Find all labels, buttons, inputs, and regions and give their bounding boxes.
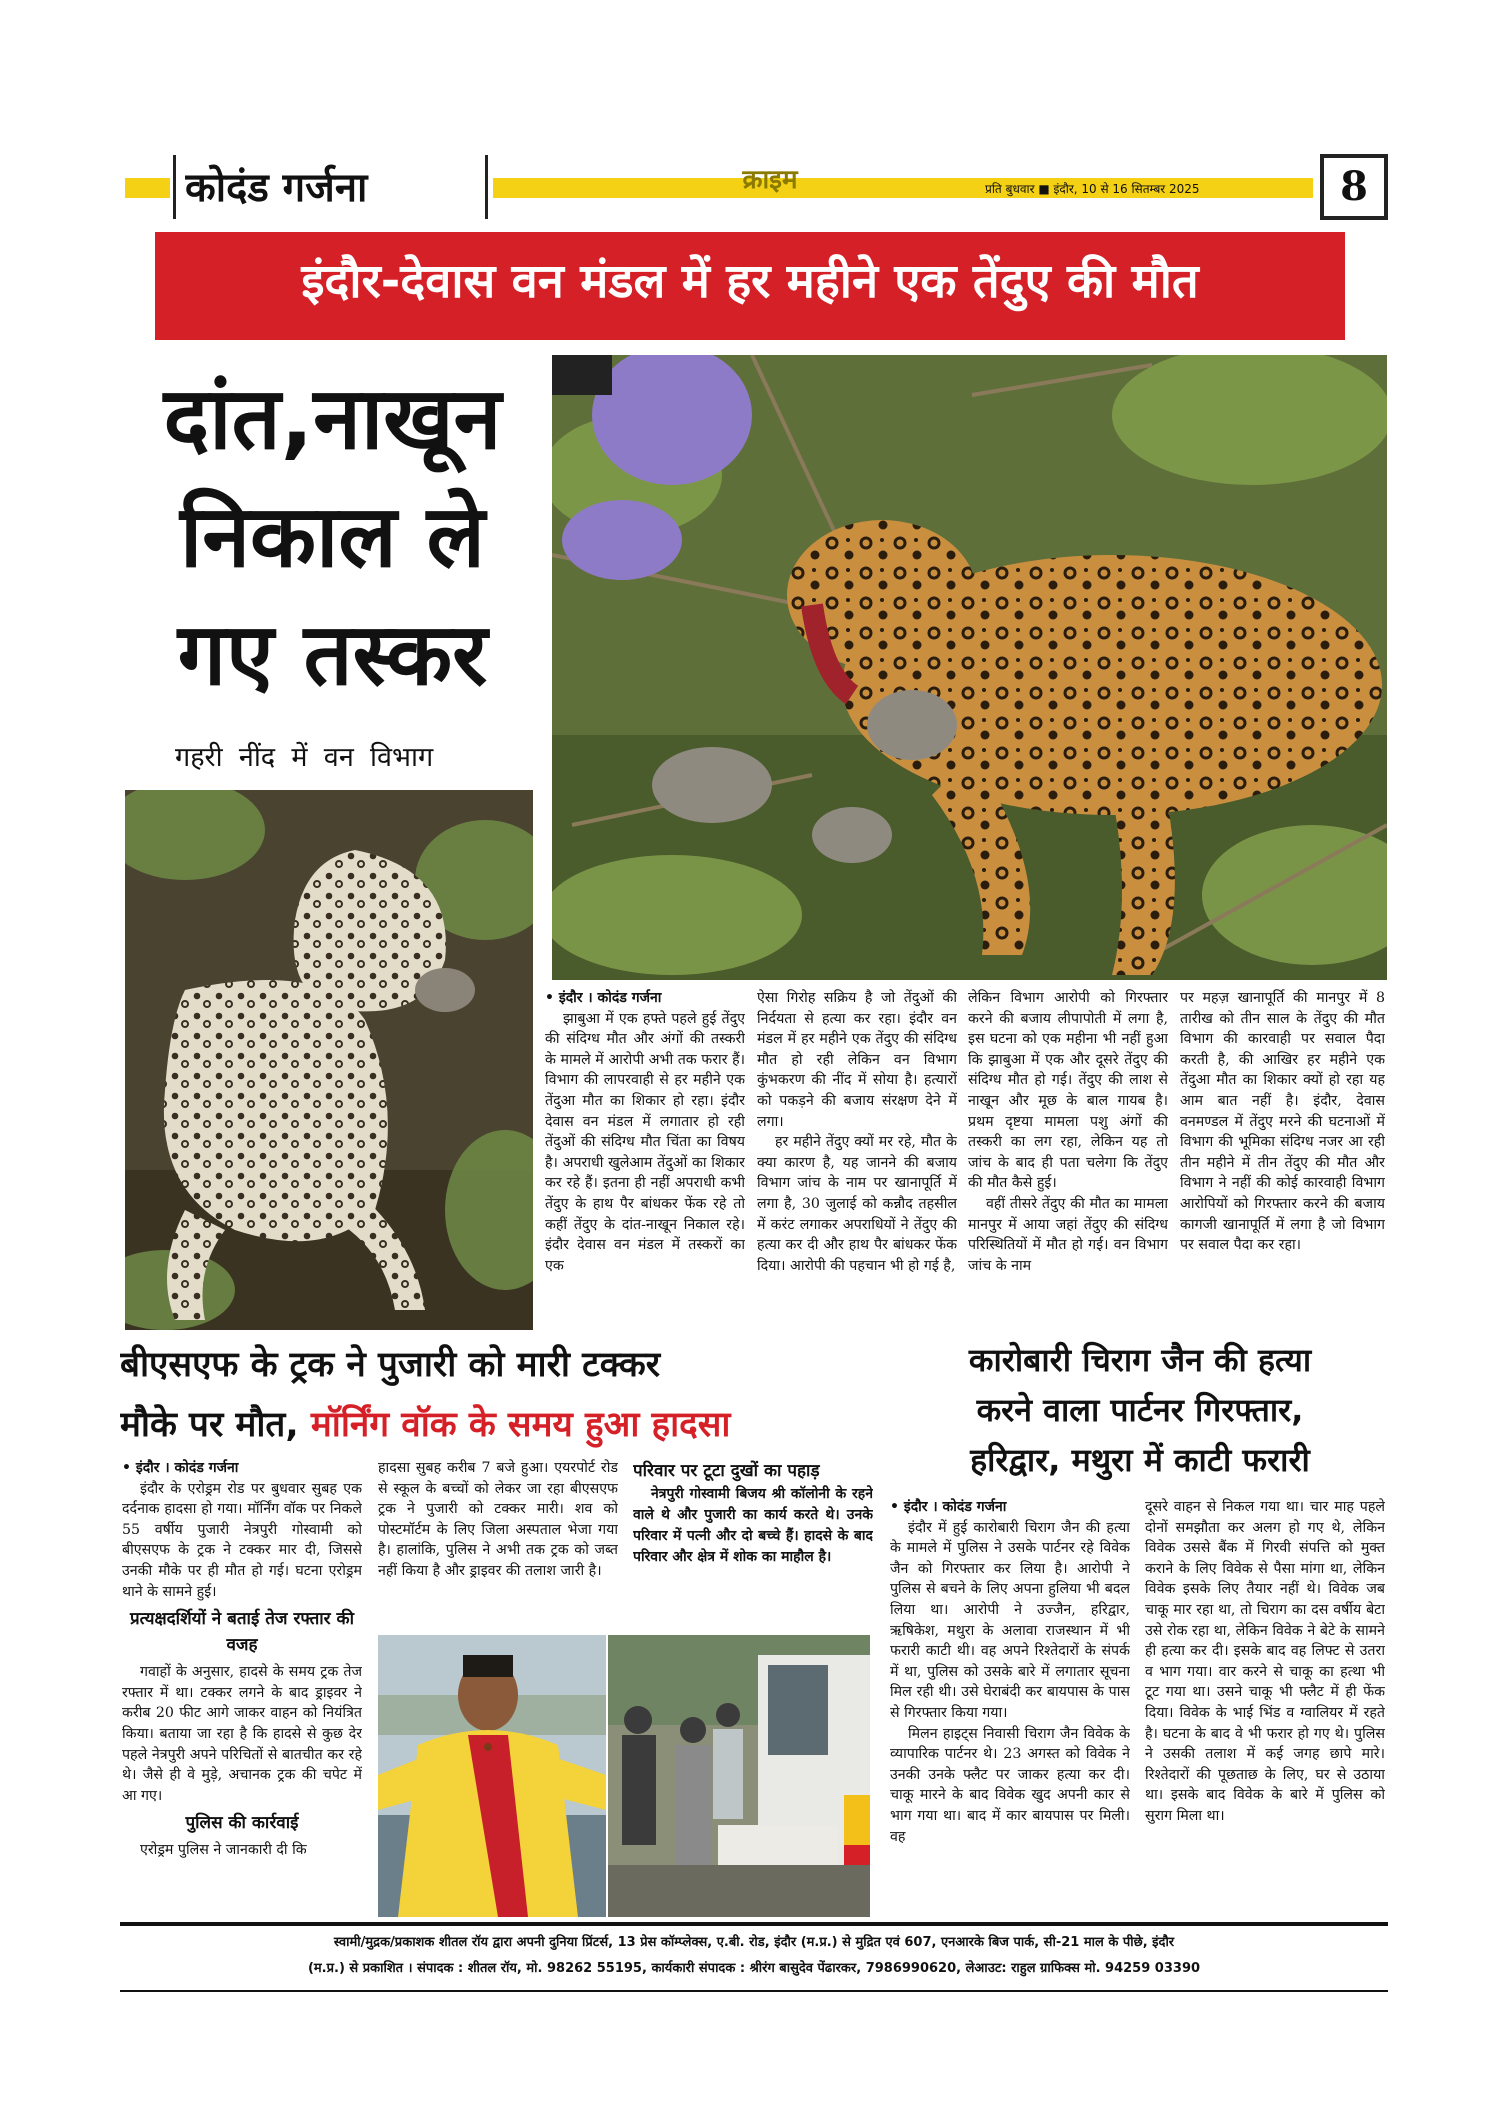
masthead-logo bbox=[185, 160, 480, 216]
story3-headline-line-2: करने वाला पार्टनर गिरफ्तार, bbox=[976, 1391, 1304, 1429]
story2-subhead-1: प्रत्यक्षदर्शियों ने बताई तेज रफ्तार की वजह bbox=[129, 1609, 354, 1656]
lead-headline-line-3: गए तस्कर bbox=[177, 605, 488, 705]
story3-dateline: • इंदौर । कोदंड गर्जना bbox=[890, 1499, 1007, 1515]
masthead-divider-right bbox=[485, 155, 488, 219]
lead-subheadline: गहरी नींद में वन विभाग bbox=[175, 742, 434, 773]
story2-col-1-p3: एरोड्रम पुलिस ने जानकारी दी कि bbox=[140, 1842, 307, 1859]
footer-rule-bottom bbox=[120, 1990, 1388, 1992]
lead-headline bbox=[120, 360, 545, 730]
story3-col-1-p2: मिलन हाइट्स निवासी चिराग जैन विवेक के व्यापारिक पार्टनर थे। 23 अगस्त को विवेक ने उनकी उनके फ्लैट पर जाकर हत्या कर दी। चाकू मारने के बाद विवेक खुद अपनी कार से भाग गया था। बाद में कार बायपास पर मिली। वह bbox=[890, 1725, 1130, 1845]
story2-headline-line-2 bbox=[120, 1395, 890, 1455]
story2-col-1 bbox=[122, 1458, 362, 1918]
story2-headline-black: मौके पर मौत, bbox=[120, 1405, 299, 1445]
leopard-photo-side bbox=[125, 790, 533, 1330]
story2-col-3 bbox=[633, 1458, 873, 1628]
imprint-footer bbox=[120, 1930, 1388, 1986]
story2-dateline: • इंदौर । कोदंड गर्जना bbox=[122, 1460, 239, 1476]
story3-col-2-text: दूसरे वाहन से निकल गया था। चार माह पहले दोनों समझौता कर अलग हो गए थे, लेकिन विवेक उससे बैंक में गिरवी संपत्ति को मुक्त कराने के लिए विवेक से पैसा मांगा था, लेकिन विवेक इसके लिए तैयार नहीं थे। विवेक जब चाकू मार रहा था, तो चिराग का दस वर्षीय बेटा उसे रोक रहा था, लेकिन विवेक ने बेटे के सामने ही हत्या कर दी। इसके बाद वह लिफ्ट से उतरा व भाग गया। वार करने से चाकू का हत्था भी टूट गया था। उसने चाकू भी फ्लैट में ही फेंक दिया। विवेक के भाई भिंड व ग्वालियर में रहते है। घटना के बाद वे भी फरार हो गए थे। पुलिस ने उसकी तलाश में कई जगह छापे मारे। रिश्तेदारों की पूछताछ के लिए, घर से उठाया था। इसके बाद विवेक के बारे में पुलिस को सुराग मिला था। bbox=[1145, 1499, 1385, 1824]
lead-story-col-4 bbox=[1180, 988, 1385, 1328]
lead-col-3a-text: लेकिन विभाग आरोपी को गिरफ्तार करने की बजाय लीपापोती में लगा है, इस घटना को एक महीना भी नहीं हुआ कि झाबुआ में एक और दूसरे तेंदुए की संदिग्ध मौत हो गई। तेंदुए की लाश से नाखून और मूछ के बाल गायब है। प्रथम दृष्टया मामला पशु अंगों की तस्करी का लग रहा, लेकिन यह तो जांच के बाद ही पता चलेगा कि तेंदुए की मौत कैसे हुई। bbox=[968, 990, 1168, 1192]
story2-headline-red: मॉर्निंग वॉक के समय हुआ हादसा bbox=[310, 1405, 731, 1445]
masthead-yellow-band-left bbox=[125, 178, 170, 198]
story2-col-3-text: नेत्रपुरी गोस्वामी बिजय श्री कॉलोनी के रहने वाले थे और पुजारी का कार्य करते थे। उनके परिवार में पत्नी और दो बच्चे हैं। हादसे के बाद परिवार और क्षेत्र में शोक का माहौल है। bbox=[633, 1486, 873, 1565]
lead-headline-line-1: दांत,नाखून bbox=[163, 369, 502, 469]
lead-col-4-text: पर महज़ खानापूर्ति की मानपुर में 8 तारीख को तीन साल के तेंदुए की मौत विभाग की कारवाही पर सवाल पैदा करती है, की आखिर हर महीने एक तेंदुआ मौत का शिकार क्यों हो रहा यह आम बात नहीं है। इंदौर, देवास वनमण्डल में तेंदुए मरने की घटनाओं में विभाग की भूमिका संदिग्ध नजर आ रही तीन महीने में तीन तेंदुए की मौत और विभाग ने नहीं की कोई कारवाही विभाग आरोपियों को गिरफ्तार करने की बजाय कागजी खानापूर्ति में लगा है जो विभाग पर सवाल पैदा कर रहा। bbox=[1180, 990, 1385, 1254]
story3-headline-line-3: हरिद्वार, मथुरा में काटी फरारी bbox=[970, 1441, 1310, 1479]
lead-headline-line-2: निकाल ले bbox=[180, 487, 485, 587]
banner-text: इंदौर-देवास वन मंडल में हर महीने एक तेंदुए की मौत bbox=[301, 254, 1199, 309]
story2-headline-line-1: बीएसएफ के ट्रक ने पुजारी को मारी टक्कर bbox=[120, 1345, 661, 1385]
priest-photo bbox=[378, 1635, 606, 1917]
story3-col-1 bbox=[890, 1497, 1130, 1917]
page-number-box bbox=[1320, 154, 1388, 220]
logo-text: कोदंड गर्जना bbox=[185, 165, 368, 211]
story2-col-1-p2: गवाहों के अनुसार, हादसे के समय ट्रक तेज रफ्तार में था। टक्कर लगने के बाद ड्राइवर ने करीब 20 फीट आगे जाकर वाहन को नियंत्रित किया। बताया जा रहा है कि हादसे से कुछ देर पहले नेत्रपुरी अपने परिचितों से बातचीत कर रहे थे। जैसे ही वे मुड़े, अचानक ट्रक की चपेट में आ गए। bbox=[122, 1664, 362, 1804]
lead-col-3b-text: वहीं तीसरे तेंदुए की मौत का मामला मानपुर में आया जहां तेंदुए की संदिग्ध परिस्थितियों में मौत हो गई। वन विभाग जांच के नाम bbox=[968, 1195, 1168, 1274]
story3-headline bbox=[895, 1335, 1385, 1495]
lead-col-1-text: झाबुआ में एक हफ्ते पहले हुई तेंदुए की संदिग्ध मौत और अंगों की तस्करी के मामले में आरोपी अभी तक फरार हैं। विभाग की लापरवाही से हर महीने एक तेंदुआ मौत का शिकार हो रहा। इंदौर देवास वन मंडल में लगातार हो रही तेंदुओं की संदिग्ध मौत चिंता का विषय है। अपराधी खुलेआम तेंदुओं का शिकार कर रहे हैं। इतना ही नहीं अपराधी कभी तेंदुए के हाथ पैर बांधकर फेंक रहे तो कहीं तेंदुए के दांत-नाखून निकाल रहे। इंदौर देवास वन मंडल में तस्करों का एक bbox=[545, 1010, 745, 1274]
story2-col-2 bbox=[378, 1458, 618, 1618]
story2-subhead-3: परिवार पर टूटा दुखों का पहाड़ bbox=[633, 1461, 820, 1481]
story3-headline-line-1: कारोबारी चिराग जैन की हत्या bbox=[968, 1341, 1312, 1379]
story2-col-2-text: हादसा सुबह करीब 7 बजे हुआ। एयरपोर्ट रोड से स्कूल के बच्चों को लेकर जा रहा बीएसएफ ट्रक ने पुजारी को टक्कर मारी। शव को पोस्टमॉर्टम के लिए जिला अस्पताल भेजा गया है। हालांकि, पुलिस ने अभी तक ट्रक को जब्त नहीं किया है और ड्राइवर की तलाश जारी है। bbox=[378, 1460, 618, 1579]
section-label: क्राइम bbox=[742, 165, 798, 195]
lead-story-col-3 bbox=[968, 988, 1168, 1328]
accident-scene-photo bbox=[608, 1635, 870, 1917]
page-number: 8 bbox=[1340, 163, 1368, 210]
story2-headline bbox=[120, 1335, 890, 1465]
story2-col-1-p1: इंदौर के एरोड्रम रोड पर बुधवार सुबह एक दर्दनाक हादसा हो गया। मॉर्निंग वॉक पर निकले 55 वर्षीय पुजारी नेत्रपुरी गोस्वामी को बीएसएफ के ट्रक ने टक्कर मार दी, जिससे उनकी मौके पर ही मौत हो गई। घटना एरोड्रम थाने के सामने हुई। bbox=[122, 1480, 362, 1600]
lead-dateline: • इंदौर । कोदंड गर्जना bbox=[545, 990, 662, 1006]
leopard-photo-main bbox=[552, 355, 1387, 980]
masthead bbox=[0, 150, 1500, 225]
lead-col-2b-text: हर महीने तेंदुए क्यों मर रहे, मौत के क्या कारण है, यह जानने की बजाय विभाग जांच के नाम पर खानापूर्ति में लगा है, 30 जुलाई को कन्नौद तहसील में करंट लगाकर अपराधियों ने तेंदुए की हत्या कर दी और हाथ पैर बांधकर फेंक दिया। आरोपी की पहचान भी हो गई है, bbox=[757, 1134, 957, 1274]
imprint-line-1: स्वामी/मुद्रक/प्रकाशक शीतल रॉय द्वारा अपनी दुनिया प्रिंटर्स, 13 प्रेस कॉम्प्लेक्स, ए.बी. रोड, इंदौर (म.प्र.) से मुद्रित एवं 607, एनआरके बिज पार्क, सी-21 माल के पीछे, इंदौर bbox=[333, 1935, 1175, 1950]
story2-subhead-2: पुलिस की कार्रवाई bbox=[185, 1813, 299, 1834]
red-banner bbox=[155, 232, 1345, 340]
lead-col-2a-text: ऐसा गिरोह सक्रिय है जो तेंदुओं की निर्दयता से हत्या कर रहा। इंदौर वन मंडल में हर महीने एक तेंदुए की संदिग्ध मौत हो रही लेकिन वन विभाग कुंभकरण की नींद में सोया है। हत्यारों को पकड़ने की बजाय संरक्षण देने में लगा। bbox=[757, 990, 957, 1130]
imprint-line-2: (म.प्र.) से प्रकाशित । संपादक : शीतल रॉय, मो. 98262 55195, कार्यकारी संपादक : श्रीरंग बासुदेव पेंढारकर, 7986990620, लेआउट: राहुल ग्राफिक्स मो. 94259 03390 bbox=[307, 1961, 1201, 1976]
story3-col-1-p1: इंदौर में हुई कारोबारी चिराग जैन की हत्या के मामले में पुलिस ने उसके पार्टनर रहे विवेक जैन को गिरफ्तार कर लिया है। आरोपी ने पुलिस से बचने के लिए अपना हुलिया भी बदल लिया था। आरोपी ने उज्जैन, हरिद्वार, ऋषिकेश, मथुरा के अलावा राजस्थान में भी फरारी काटी थी। वह अपने रिश्तेदारों के संपर्क में था, पुलिस को उसके बारे में लगातार सूचना मिल रही थी। उसे घेराबंदी कर बायपास के पास से गिरफ्तार किया गया। bbox=[890, 1519, 1130, 1721]
masthead-divider-left bbox=[173, 155, 176, 219]
footer-rule-top bbox=[120, 1922, 1388, 1926]
issue-info: प्रति बुधवार ■ इंदौर, 10 से 16 सितम्बर 2025 bbox=[985, 182, 1200, 196]
story3-col-2 bbox=[1145, 1497, 1385, 1917]
lead-story-col-1 bbox=[545, 988, 745, 1328]
lead-story-col-2 bbox=[757, 988, 957, 1328]
